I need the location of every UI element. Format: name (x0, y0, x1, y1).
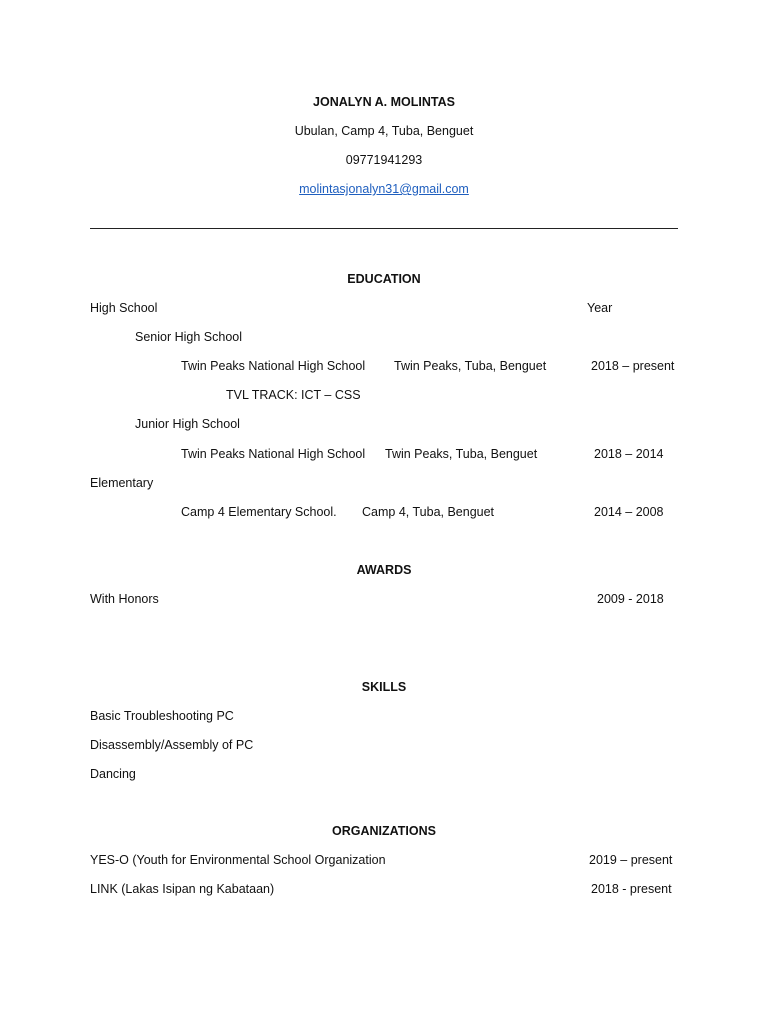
elementary-label: Elementary (90, 476, 154, 490)
junior-high-school-name: Twin Peaks National High School (181, 447, 366, 461)
senior-high-label: Senior High School (135, 330, 243, 344)
phone-number: 09771941293 (345, 153, 423, 167)
senior-high-years: 2018 – present (591, 359, 675, 373)
skill-item: Disassembly/Assembly of PC (90, 738, 254, 752)
junior-high-location: Twin Peaks, Tuba, Benguet (385, 447, 538, 461)
organization-name: LINK (Lakas Isipan ng Kabataan) (90, 882, 275, 896)
email-link[interactable]: molintasjonalyn31@gmail.com (299, 182, 469, 196)
organizations-heading: ORGANIZATIONS (332, 824, 436, 838)
organization-name: YES-O (Youth for Environmental School Organization (90, 853, 386, 867)
senior-high-school-name: Twin Peaks National High School (181, 359, 366, 373)
year-label: Year (587, 301, 613, 315)
skill-item: Dancing (90, 767, 136, 781)
organization-years: 2019 – present (589, 853, 673, 867)
junior-high-years: 2018 – 2014 (594, 447, 664, 461)
high-school-label: High School (90, 301, 158, 315)
education-heading: EDUCATION (347, 272, 421, 286)
award-years: 2009 - 2018 (597, 592, 664, 606)
skill-item: Basic Troubleshooting PC (90, 709, 234, 723)
elementary-location: Camp 4, Tuba, Benguet (362, 505, 495, 519)
header-divider (90, 228, 678, 229)
awards-heading: AWARDS (356, 563, 412, 577)
skills-heading: SKILLS (361, 680, 407, 694)
resume-name: JONALYN A. MOLINTAS (313, 95, 455, 109)
senior-high-location: Twin Peaks, Tuba, Benguet (394, 359, 547, 373)
elementary-years: 2014 – 2008 (594, 505, 664, 519)
senior-high-track: TVL TRACK: ICT – CSS (226, 388, 361, 402)
award-title: With Honors (90, 592, 159, 606)
elementary-school-name: Camp 4 Elementary School. (181, 505, 337, 519)
junior-high-label: Junior High School (135, 417, 240, 431)
email-container (0, 181, 768, 197)
organization-years: 2018 - present (591, 882, 672, 896)
address: Ubulan, Camp 4, Tuba, Benguet (294, 124, 474, 138)
